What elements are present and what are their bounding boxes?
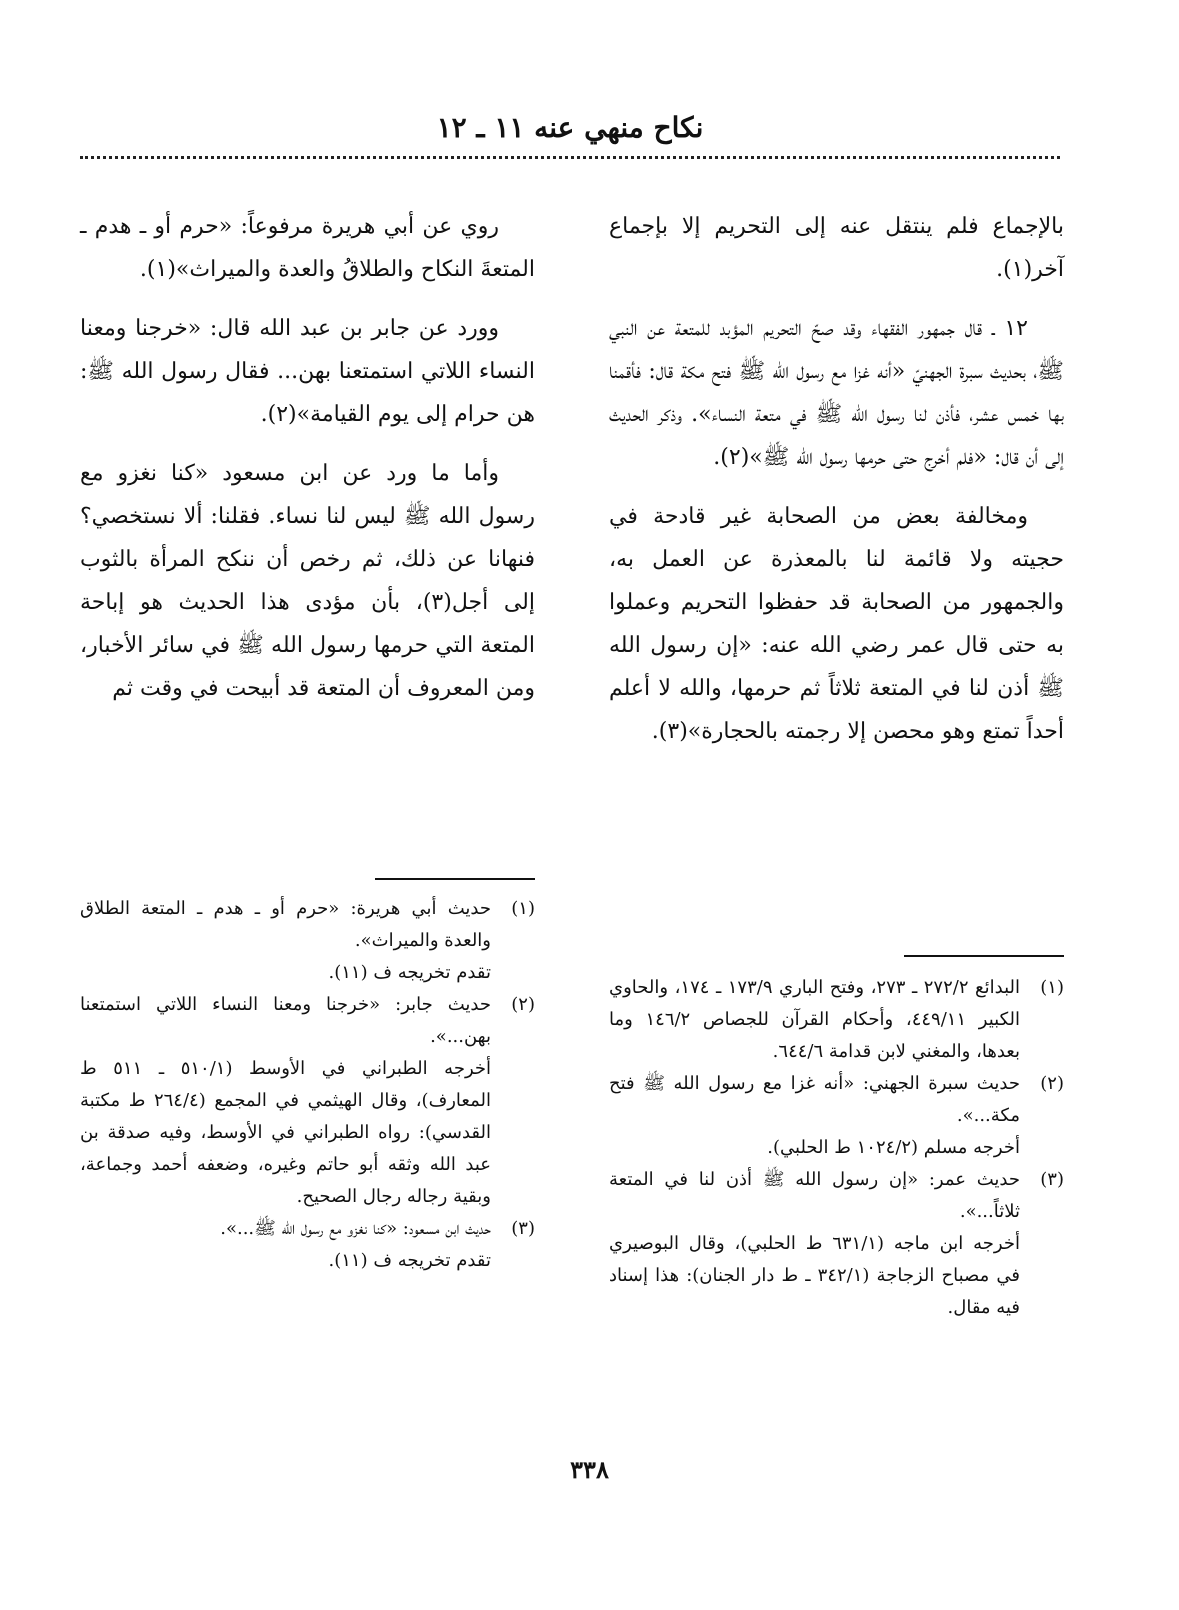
left-column-body: [80, 205, 535, 726]
left-paragraph-3: وأما ما ورد عن ابن مسعود «كنا نغزو مع رسول الله ﷺ ليس لنا نساء. فقلنا: ألا نستخصي؟ فنهانا عن ذلك، ثم رخص أن ننكح المرأة بالثوب إلى أجل(٣)، بأن مؤدى هذا الحديث هو إباحة المتعة التي حرمها رسول الله ﷺ في سائر الأخبار، ومن المعروف أن المتعة قد أبيحت في وقت ثم: [80, 461, 535, 701]
footnote-line: تقدم تخريجه ف (١١).: [328, 962, 491, 983]
right-paragraph-1: بالإجماع فلم ينتقل عنه إلى التحريم إلا بإجماع آخر(١).: [609, 214, 1064, 282]
footnote-line: أخرجه مسلم (١٠٢٤/٢ ط الحلبي).: [767, 1137, 1020, 1158]
footnote-item: [80, 1213, 535, 1277]
footnote-item: [609, 1068, 1064, 1164]
footnote-mark: (٢): [511, 994, 535, 1015]
right-paragraph-3: ومخالفة بعض من الصحابة غير قادحة في حجيته ولا قائمة لنا بالمعذرة عن العمل به، والجمهور من الصحابة قد حفظوا التحريم وعملوا به حتى قال عمر رضي الله عنه: «إن رسول الله ﷺ أذن لنا في المتعة ثلاثاً ثم حرمها، والله لا أعلم أحداً تمتع وهو محصن إلا رجمته بالحجارة»(٣).: [609, 504, 1064, 744]
right-column-footnotes: [609, 972, 1064, 1324]
footnote-line: أخرجه الطبراني في الأوسط (٥١٠/١ ـ ٥١١ ط المعارف)، وقال الهيثمي في المجمع (٢٦٤/٤ ط مكتبة القدسي): رواه الطبراني في الأوسط، وفيه صدقة بن عبد الله وثقه أبو حاتم وغيره، وضعفه أحمد وجماعة، وبقية رجاله رجال الصحيح.: [80, 1058, 492, 1207]
left-paragraph-2: وورد عن جابر بن عبد الله قال: «خرجنا ومعنا النساء اللاتي استمتعنا بهن... فقال رسول الله ﷺ: هن حرام إلى يوم القيامة»(٢).: [80, 316, 535, 427]
footnote-line: أخرجه ابن ماجه (٦٣١/١ ط الحلبي)، وقال البوصيري في مصباح الزجاجة (٣٤٢/١ ـ ط دار الجنان): هذا إسناد فيه مقال.: [609, 1233, 1020, 1318]
footnote-mark: (٣): [1040, 1169, 1064, 1190]
footnote-line: تقدم تخريجه ف (١١).: [328, 1250, 491, 1271]
header-dotted-rule: [80, 156, 1060, 159]
left-paragraph-1: روي عن أبي هريرة مرفوعاً: «حرم أو ـ هدم ـ المتعةَ النكاح والطلاقُ والعدة والميراث»(١).: [80, 214, 535, 282]
running-header: نكاح منهي عنه ١١ ـ ١٢: [436, 111, 704, 144]
footnote-line: حديث سبرة الجهني: «أنه غزا مع رسول الله ﷺ فتح مكة...».: [609, 1073, 1020, 1126]
right-column-body: [609, 205, 1064, 769]
footnote-item: [609, 972, 1064, 1068]
left-column-footnotes: [80, 893, 535, 1277]
footnote-item: [80, 989, 535, 1213]
footnote-item: [609, 1164, 1064, 1324]
right-paragraph-2: ١٢ ـ قال جمهور الفقهاء وقد صحّ التحريم المؤبد للمتعة عن النبي ﷺ، بحديث سبرة الجهنيّ «أنه غزا مع رسول الله ﷺ فتح مكة قال: فأقمنا بها خمس عشر، فأذن لنا رسول الله ﷺ في متعة النساء». وذكر الحديث إلى أن قال: «فلم أخرج حتى حرمها رسول الله ﷺ»(٢).: [609, 316, 1064, 470]
footnote-item: [80, 893, 535, 989]
footnote-line: حديث جابر: «خرجنا ومعنا النساء اللاتي استمتعنا بهن...».: [80, 994, 491, 1047]
footnote-line: البدائع ٢٧٢/٢ ـ ٢٧٣، وفتح الباري ١٧٣/٩ ـ ١٧٤، والحاوي الكبير ٤٤٩/١١، وأحكام القرآن للجصاص ١٤٦/٢ وما بعدها، والمغني لابن قدامة ٦٤٤/٦.: [609, 977, 1020, 1062]
right-footnote-rule: [904, 955, 1064, 957]
page-number: ٣٣٨: [570, 1455, 609, 1484]
footnote-line: حديث ابن مسعود: «كنا نغزو مع رسول الله ﷺ...».: [220, 1218, 491, 1239]
footnote-mark: (٣): [511, 1218, 535, 1239]
footnote-mark: (٢): [1040, 1073, 1064, 1094]
footnote-mark: (١): [1040, 977, 1064, 998]
footnote-mark: (١): [511, 898, 535, 919]
footnote-line: حديث عمر: «إن رسول الله ﷺ أذن لنا في المتعة ثلاثاً...».: [609, 1169, 1020, 1222]
footnote-line: حديث أبي هريرة: «حرم أو ـ هدم ـ المتعة الطلاق والعدة والميراث».: [80, 898, 491, 951]
left-footnote-rule: [375, 878, 535, 880]
